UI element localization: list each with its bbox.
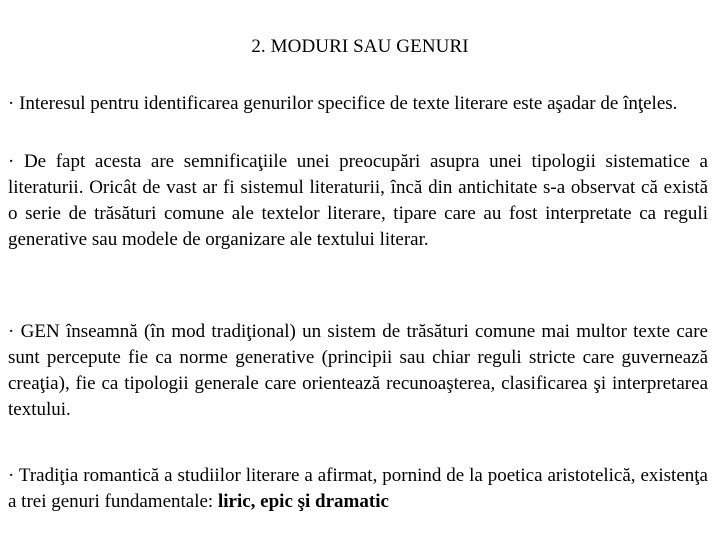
paragraph-gen-definition	[8, 319, 708, 423]
paragraph-text: De fapt acesta are semnificaţiile unei preocupări asupra unei tipologii sistematice a literaturii. Oricât de vast ar fi sistemul literaturii, încă din antichitate s-a observat că există o serie de trăsături comune ale textelor literare, tipare care au fost interpretate ca reguli generative sau modele de organizare ale textului literar.	[8, 151, 708, 250]
paragraph-typology	[8, 149, 708, 253]
bullet-marker: ·	[8, 93, 15, 114]
paragraph-interest	[8, 91, 708, 117]
bullet-marker: ·	[8, 321, 15, 342]
paragraph-text: Interesul pentru identificarea genurilor specifice de texte literare este aşadar de înţeles.	[14, 93, 678, 114]
paragraph-text: GEN înseamnă (în mod tradiţional) un sistem de trăsături comune mai multor texte care sunt percepute fie ca norme generative (principii sau chiar reguli stricte care guvernează creaţia), fie ca tipologii generale care orientează recunoaşterea, clasificarea şi interpretarea textului.	[8, 321, 708, 420]
page-title: 2. MODURI SAU GENURI	[251, 36, 469, 57]
genres-emphasis: liric, epic şi dramatic	[217, 491, 389, 512]
paragraph-text: Tradiţia romantică a studiilor literare a afirmat, pornind de la poetica aristotelică, existenţa a trei genuri fundamentale:	[8, 465, 708, 512]
bullet-marker: ·	[8, 465, 15, 486]
bullet-marker: ·	[8, 151, 15, 172]
paragraph-romantic-tradition	[8, 463, 708, 515]
